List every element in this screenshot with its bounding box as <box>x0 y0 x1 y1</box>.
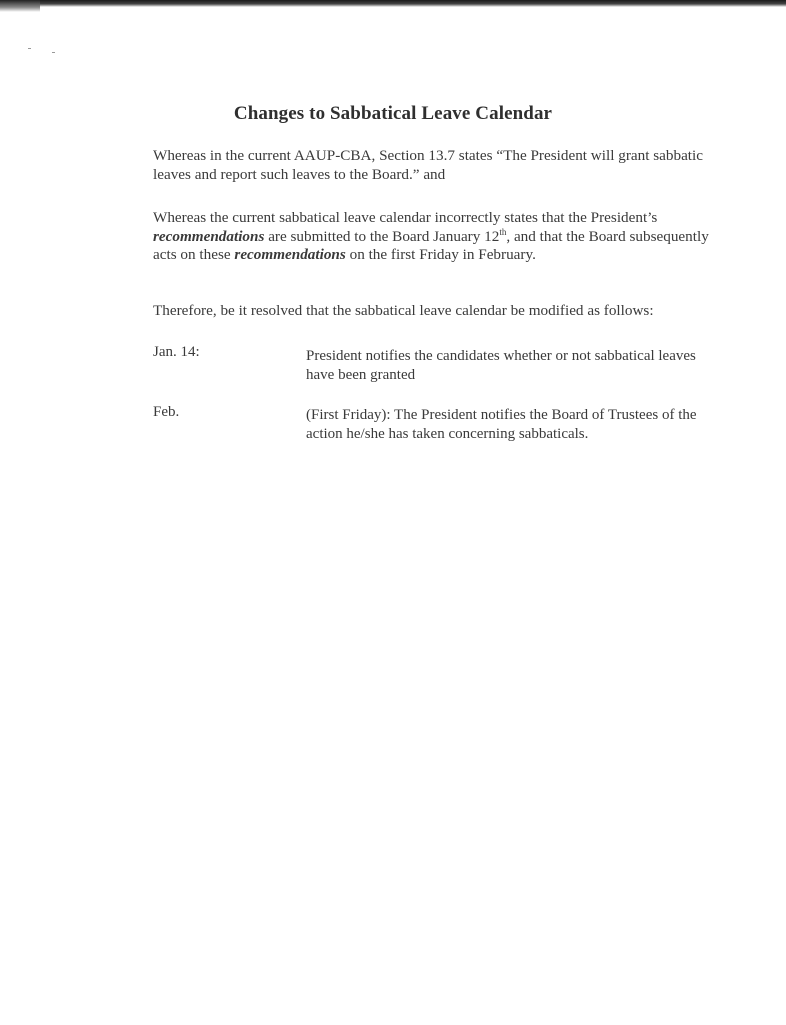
paragraph-2-part-1: Whereas the current sabbatical leave calendar incorrectly states that the President’s <box>153 209 658 226</box>
paragraph-whereas-1: Whereas in the current AAUP-CBA, Section 13.7 states “The President will grant sabbatic leaves and report such leaves to the Board.” and <box>153 147 703 183</box>
paragraph-2-emphasis-2: recommendations <box>234 246 346 263</box>
scan-top-edge <box>0 0 786 7</box>
calendar-date-jan: Jan. 14: <box>153 344 200 360</box>
calendar-entry-jan: President notifies the candidates whether or not sabbatical leaves have been granted <box>306 348 696 383</box>
calendar-date-feb: Feb. <box>153 404 180 420</box>
document-title: Changes to Sabbatical Leave Calendar <box>233 103 553 124</box>
ordinal-superscript: th <box>499 226 507 237</box>
scan-corner-shadow <box>0 0 40 12</box>
paragraph-2-part-3: , and that the Board subsequently acts on these <box>153 227 709 263</box>
paragraph-2-part-4: on the first Friday in February. <box>345 246 536 263</box>
paragraph-whereas-2 <box>153 209 713 265</box>
paragraph-2-part-2: are submitted to the Board January 12 <box>264 227 500 245</box>
paragraph-therefore: Therefore, be it resolved that the sabbatical leave calendar be modified as follows: <box>153 302 654 319</box>
scan-specks <box>28 48 68 56</box>
paragraph-2-emphasis-1: recommendations <box>153 227 265 245</box>
calendar-entry-feb: (First Friday): The President notifies the Board of Trustees of the action he/she has taken concerning sabbaticals. <box>306 407 697 442</box>
